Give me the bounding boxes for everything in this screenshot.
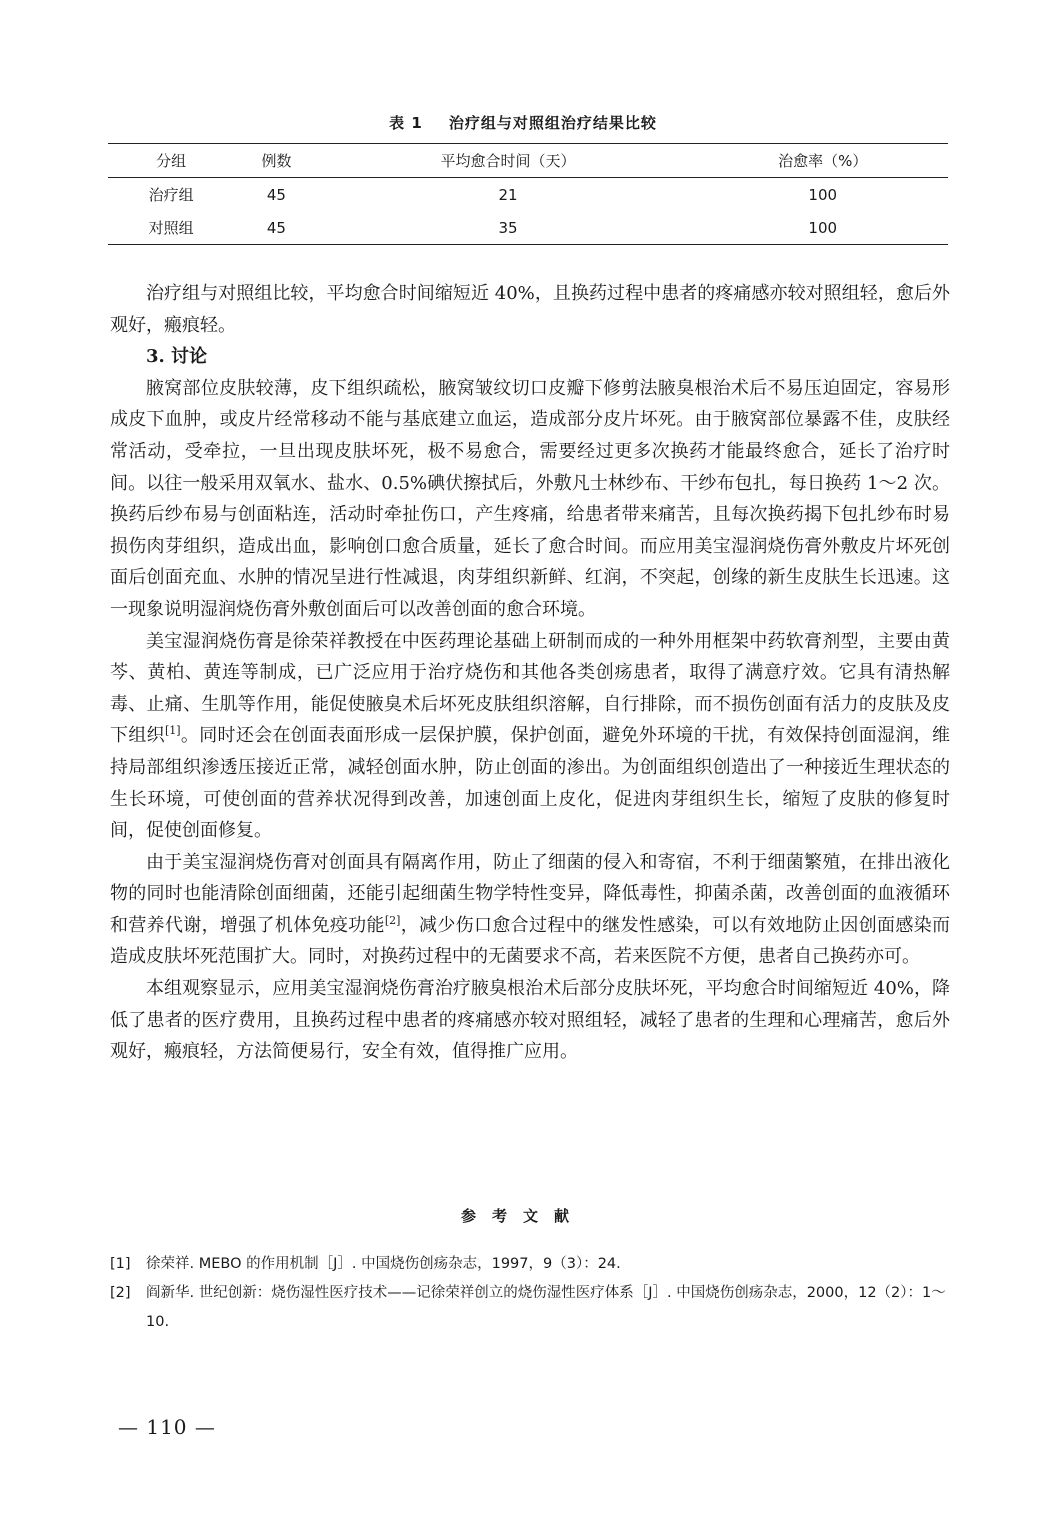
citation-1: [1] bbox=[164, 724, 181, 738]
paragraph-text: 由于美宝湿润烧伤膏对创面具有隔离作用，防止了细菌的侵入和寄宿，不利于细菌繁殖，在排出液化物的同时也能清除创面细菌，还能引起细菌生物学特性变异，降低毒性，抑菌杀菌，改善创面的血液循环和营养代谢，增强了机体免疫功能 bbox=[110, 851, 950, 936]
paragraph-text: ，减少伤口愈合过程中的继发性感染，可以有效地防止因创面感染而造成皮肤坏死范围扩大。同时，对换药过程中的无菌要求不高，若来医院不方便，患者自己换药亦可。 bbox=[110, 914, 951, 968]
table-cell: 21 bbox=[498, 185, 518, 204]
table-cell: 治疗组 bbox=[148, 186, 194, 204]
table-cell: 对照组 bbox=[148, 219, 194, 237]
reference-item bbox=[110, 1279, 950, 1337]
table-cell: 35 bbox=[498, 218, 518, 237]
table-cell: 100 bbox=[808, 218, 838, 237]
discussion-paragraph-4: 本组观察显示，应用美宝湿润烧伤膏治疗腋臭根治术后部分皮肤坏死，平均愈合时间缩短近 40%，降低了患者的医疗费用，且换药过程中患者的疼痛感亦较对照组轻，减轻了患者的生理和心理痛苦，愈后外观好，瘢痕轻，方法简便易行，安全有效，值得推广应用。 bbox=[110, 978, 950, 1063]
table-header-cell: 平均愈合时间（天） bbox=[440, 152, 576, 170]
results-table bbox=[108, 143, 948, 245]
table-header-cell: 分组 bbox=[156, 152, 187, 170]
reference-number: [2] bbox=[110, 1285, 131, 1301]
article-body bbox=[110, 278, 950, 1068]
page-number: — 110 — bbox=[118, 1415, 216, 1439]
table-row bbox=[108, 211, 948, 245]
table-cell: 45 bbox=[266, 185, 286, 204]
citation-2: [2] bbox=[384, 913, 401, 927]
references-heading: 参考文献 bbox=[460, 1207, 585, 1225]
discussion-paragraph-2 bbox=[110, 626, 950, 847]
table-header-row bbox=[108, 144, 948, 178]
table-header-cell: 例数 bbox=[261, 152, 292, 170]
reference-text: 阎新华. 世纪创新：烧伤湿性医疗技术——记徐荣祥创立的烧伤湿性医疗体系［J］. 中国烧伤创疡杂志，2000，12（2）：1～10. bbox=[146, 1285, 946, 1330]
result-paragraph: 治疗组与对照组比较，平均愈合时间缩短近 40%，且换药过程中患者的疼痛感亦较对照组轻，愈后外观好，瘢痕轻。 bbox=[110, 283, 950, 336]
discussion-paragraph-3 bbox=[110, 847, 950, 973]
reference-text: 徐荣祥. MEBO 的作用机制［J］. 中国烧伤创疡杂志，1997，9（3）：24. bbox=[146, 1256, 621, 1272]
table-caption-number: 表 1 bbox=[389, 114, 423, 132]
section-heading-discussion: 3. 讨论 bbox=[146, 346, 208, 368]
paragraph-text: 美宝湿润烧伤膏是徐荣祥教授在中医药理论基础上研制而成的一种外用框架中药软膏剂型，主要由黄芩、黄柏、黄连等制成，已广泛应用于治疗烧伤和其他各类创疡患者，取得了满意疗效。它具有清热解毒、止痛、生肌等作用，能促使腋臭术后坏死皮肤组织溶解，自行排除，而不损伤创面有活力的皮肤及皮下组织 bbox=[110, 630, 950, 747]
reference-item bbox=[110, 1250, 950, 1279]
references-list bbox=[110, 1250, 950, 1337]
table-cell: 100 bbox=[808, 185, 838, 204]
table-caption bbox=[0, 112, 1046, 133]
reference-number: [1] bbox=[110, 1256, 131, 1272]
discussion-paragraph-1: 腋窝部位皮肤较薄，皮下组织疏松，腋窝皱纹切口皮瓣下修剪法腋臭根治术后不易压迫固定，容易形成皮下血肿，或皮片经常移动不能与基底建立血运，造成部分皮片坏死。由于腋窝部位暴露不佳，皮肤经常活动，受牵拉，一旦出现皮肤坏死，极不易愈合，需要经过更多次换药才能最终愈合，延长了治疗时间。以往一般采用双氧水、盐水、0.5%碘伏擦拭后，外敷凡士林纱布、干纱布包扎，每日换药 1～2 次。换药后纱布易与创面粘连，活动时牵扯伤口，产生疼痛，给患者带来痛苦，且每次换药揭下包扎纱布时易损伤肉芽组织，造成出血，影响创口愈合质量，延长了愈合时间。而应用美宝湿润烧伤膏外敷皮片坏死创面后创面充血、水肿的情况呈进行性减退，肉芽组织新鲜、红润，不突起，创缘的新生皮肤生长迅速。这一现象说明湿润烧伤膏外敷创面后可以改善创面的愈合环境。 bbox=[110, 377, 950, 620]
table-cell: 45 bbox=[266, 218, 286, 237]
table-caption-title: 治疗组与对照组治疗结果比较 bbox=[448, 114, 657, 132]
table-row bbox=[108, 178, 948, 212]
paragraph-text: 。同时还会在创面表面形成一层保护膜，保护创面，避免外环境的干扰，有效保持创面湿润，维持局部组织渗透压接近正常，减轻创面水肿，防止创面的渗出。为创面组织创造出了一种接近生理状态的生长环境，可使创面的营养状况得到改善，加速创面上皮化，促进肉芽组织生长，缩短了皮肤的修复时间，促使创面修复。 bbox=[110, 725, 951, 842]
table-header-cell: 治愈率（%） bbox=[778, 152, 868, 170]
